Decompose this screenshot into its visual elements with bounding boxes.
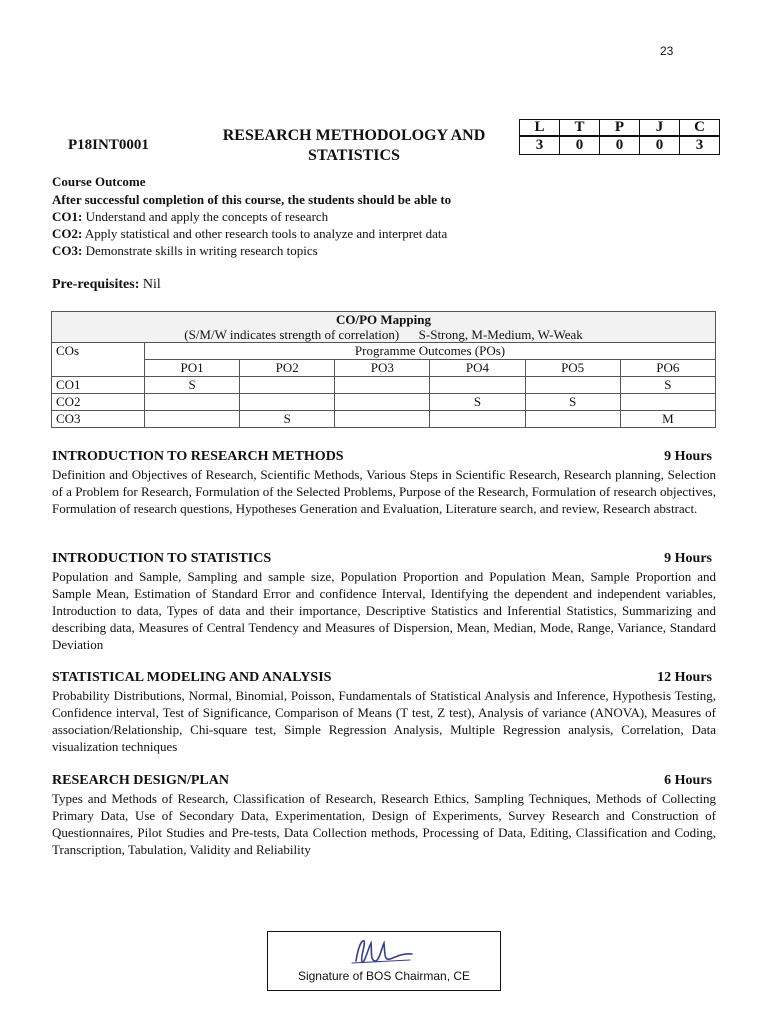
- mapping-cell: [240, 377, 335, 394]
- po-header: PO2: [240, 360, 335, 377]
- table-row: [52, 377, 716, 394]
- mapping-caption-row: [52, 312, 716, 343]
- mapping-cell: [335, 411, 430, 428]
- mapping-subtitle: (S/M/W indicates strength of correlation) S-Strong, M-Medium, W-Weak: [184, 327, 583, 342]
- credit-value-j: 0: [640, 136, 680, 155]
- credit-header-t: T: [560, 120, 600, 137]
- co-label: CO2: [52, 394, 145, 411]
- course-title: [196, 126, 512, 166]
- po-header: PO6: [620, 360, 715, 377]
- po-header: PO5: [525, 360, 620, 377]
- table-row: [52, 394, 716, 411]
- outcome-label: CO2:: [52, 226, 83, 241]
- outcome-label: CO3:: [52, 243, 83, 258]
- prerequisites-value: Nil: [142, 277, 161, 292]
- signature-box: [267, 931, 501, 991]
- prerequisites-label: Pre-requisites:: [52, 277, 140, 292]
- credit-value-l: 3: [520, 136, 560, 155]
- mapping-cell: [335, 394, 430, 411]
- mapping-cell: S: [430, 394, 525, 411]
- section-body: Probability Distributions, Normal, Binomial, Poisson, Fundamentals of Statistical Analysis and Inference, Hypothesis Testing, Confidence interval, Test of Significance, Comparison of Means (T test, Z test), Analysis of variance (ANOVA), Measures of association/Relationship, Chi-square test, Simple Regression Analysis, Multiple Regression analysis, Correlation, Data visualization techniques: [52, 688, 716, 754]
- mapping-cell: [335, 377, 430, 394]
- mapping-title: CO/PO Mapping: [336, 312, 431, 327]
- table-row: [52, 411, 716, 428]
- mapping-cell: [430, 377, 525, 394]
- mapping-cell: S: [145, 377, 240, 394]
- credit-header-p: P: [600, 120, 640, 137]
- cos-header: COs: [52, 343, 145, 377]
- section-heading: [52, 773, 712, 789]
- mapping-cell: [620, 394, 715, 411]
- mapping-cell: [145, 411, 240, 428]
- mapping-cell: M: [620, 411, 715, 428]
- course-outcome-intro: After successful completion of this course, the students should be able to: [52, 192, 452, 207]
- mapping-caption: [52, 312, 716, 343]
- section-hours: 9 Hours: [664, 551, 712, 566]
- section-title: INTRODUCTION TO STATISTICS: [52, 551, 272, 566]
- section-title: STATISTICAL MODELING AND ANALYSIS: [52, 670, 332, 685]
- po-header: PO1: [145, 360, 240, 377]
- course-outcome-heading: Course Outcome: [52, 174, 146, 189]
- credits-value-row: [520, 136, 720, 155]
- outcome-label: CO1:: [52, 209, 83, 224]
- section-title: RESEARCH DESIGN/PLAN: [52, 773, 229, 788]
- section-heading: [52, 670, 712, 686]
- section-body: Types and Methods of Research, Classification of Research, Research Ethics, Sampling Techniques, Methods of Collecting Primary Data, Use of Secondary Data, Experimentation, Design of Experiments, Survey Research and Construction of Questionnaires, Pilot Studies and Pre-tests, Data Collection methods, Processing of Data, Editing, Classification and Coding, Transcription, Tabulation, Validity and Reliability: [52, 791, 716, 857]
- po-header-row: [52, 360, 716, 377]
- po-group-header: Programme Outcomes (POs): [145, 343, 716, 360]
- section-heading: [52, 449, 712, 465]
- po-header: PO3: [335, 360, 430, 377]
- co-label: CO3: [52, 411, 145, 428]
- mapping-cell: S: [620, 377, 715, 394]
- section-hours: 12 Hours: [657, 670, 712, 685]
- mapping-group-row: [52, 343, 716, 360]
- section-hours: 9 Hours: [664, 449, 712, 464]
- mapping-cell: S: [240, 411, 335, 428]
- section-heading: [52, 551, 712, 567]
- mapping-cell: [240, 394, 335, 411]
- section-body: Population and Sample, Sampling and sample size, Population Proportion and Population Mean, Sample Proportion and Sample Mean, Estimation of Standard Error and confidence Interval, Identifying the dependent and independent variables, Introduction to data, Types of data and their importance, Descriptive Statistics and Inferential Statistics, Summarizing and describing data, Measures of Central Tendency and Measures of Dispersion, Mean, Median, Mode, Range, Variance, Standard Deviation: [52, 569, 716, 652]
- credit-header-l: L: [520, 120, 560, 137]
- prerequisites: [52, 276, 161, 293]
- credits-header-row: [520, 120, 720, 137]
- mapping-cell: S: [525, 394, 620, 411]
- signature-caption: Signature of BOS Chairman, CE: [297, 969, 471, 983]
- signature-scribble-icon: [348, 935, 418, 969]
- credit-value-p: 0: [600, 136, 640, 155]
- mapping-cell: [525, 411, 620, 428]
- credit-header-j: J: [640, 120, 680, 137]
- outcome-text: Apply statistical and other research tools to analyze and interpret data: [84, 226, 448, 241]
- outcome-co1: [52, 208, 328, 225]
- outcome-text: Understand and apply the concepts of research: [85, 209, 329, 224]
- mapping-cell: [525, 377, 620, 394]
- credit-header-c: C: [680, 120, 720, 137]
- co-po-mapping-table: [51, 311, 716, 428]
- section-body: Definition and Objectives of Research, Scientific Methods, Various Steps in Scientific Research, Research planning, Selection of a Problem for Research, Formulation of the Selected Problems, Purpose of the Research, Formulation of research objectives, Formulation of research questions, Hypotheses Generation and Evaluation, Literature search, and review, Research abstract.: [52, 467, 716, 516]
- mapping-cell: [145, 394, 240, 411]
- mapping-cell: [430, 411, 525, 428]
- co-label: CO1: [52, 377, 145, 394]
- credit-value-c: 3: [680, 136, 720, 155]
- credits-table: [519, 119, 720, 155]
- outcome-co2: [52, 225, 447, 242]
- section-hours: 6 Hours: [664, 773, 712, 788]
- page-number: 23: [660, 44, 674, 58]
- course-title-line-1: RESEARCH METHODOLOGY AND: [222, 127, 486, 144]
- course-title-line-2: STATISTICS: [308, 147, 400, 164]
- po-header: PO4: [430, 360, 525, 377]
- outcome-co3: [52, 242, 318, 259]
- outcome-text: Demonstrate skills in writing research topics: [85, 243, 318, 258]
- credit-value-t: 0: [560, 136, 600, 155]
- course-code: P18INT0001: [68, 137, 149, 153]
- section-title: INTRODUCTION TO RESEARCH METHODS: [52, 449, 344, 464]
